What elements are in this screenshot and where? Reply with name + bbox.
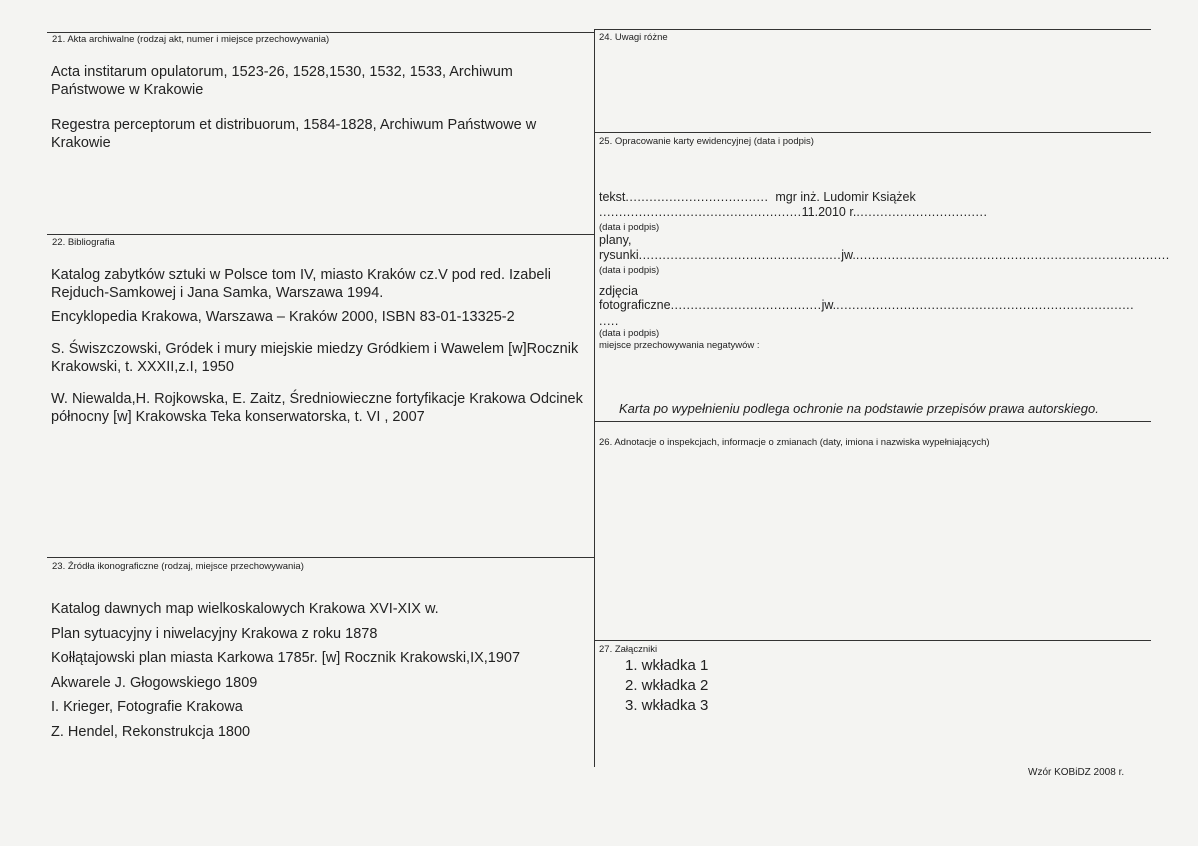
bibliography-entry: Encyklopedia Krakowa, Warszawa – Kraków 2000, ISBN 83-01-13325-2	[51, 309, 515, 325]
divider-26-27	[594, 640, 1151, 641]
archive-entry: Regestra perceptorum et distribuorum, 1584-1828, Archiwum Państwowe w Krakowie	[51, 117, 537, 151]
text-label: tekst	[599, 190, 626, 204]
section-21-content	[51, 63, 581, 152]
dotted-leader: ......................................	[670, 298, 822, 312]
dotted-leader: ...........................................................................	[836, 298, 1135, 312]
dotted-leader: ...................................................	[599, 205, 802, 219]
divider-24-25	[594, 132, 1151, 133]
dotted-leader: .................................	[856, 205, 988, 219]
template-footer: Wzór KOBiDZ 2008 r.	[1028, 767, 1125, 778]
iconography-entry: I. Krieger, Fotografie Krakowa	[51, 699, 243, 716]
section-23-title: 23. Źródła ikonograficzne (rodzaj, miejsce przechowywania)	[52, 561, 304, 572]
attachment-item: 2. wkładka 2	[625, 677, 709, 694]
section-22-content	[51, 266, 589, 426]
photos-label: zdjęcia	[599, 284, 638, 298]
date-signature-hint: (data i podpis)	[599, 222, 660, 233]
plans-label: plany,	[599, 233, 632, 247]
iconography-entry: Akwarele J. Głogowskiego 1809	[51, 674, 258, 691]
attachment-item: 1. wkładka 1	[625, 657, 709, 674]
divider-22-23	[47, 557, 594, 558]
section-25-title: 25. Opracowanie karty ewidencyjnej (data i podpis)	[599, 136, 814, 147]
date-signature-hint: (data i podpis)	[599, 265, 660, 276]
section-24-title: 24. Uwagi różne	[599, 32, 668, 43]
divider-25-26	[594, 421, 1151, 422]
section-22-title: 22. Bibliografia	[52, 237, 115, 248]
attachments-list	[625, 656, 708, 716]
iconography-entry: Katalog dawnych map wielkoskalowych Krakowa XVI-XIX w.	[51, 601, 439, 617]
bibliography-entry: S. Świszczowski, Gródek i mury miejskie miedzy Gródkiem i Wawelem [w]Rocznik Krakowski, t. XXXII,z.I, 1950	[51, 341, 579, 375]
divider-center	[594, 29, 595, 767]
archive-entry: Acta institarum opulatorum, 1523-26, 1528,1530, 1532, 1533, Archiwum Państwowe w Krakowie	[51, 64, 513, 98]
iconography-entry: Z. Hendel, Rekonstrukcja 1800	[51, 723, 251, 740]
dotted-leader: ...............................................................................	[855, 248, 1170, 262]
date-value: 11.2010 r.	[801, 205, 857, 219]
negatives-storage-label: miejsce przechowywania negatywów :	[599, 340, 760, 351]
section-27-title: 27. Załączniki	[599, 644, 658, 655]
dotted-leader: ....................................	[625, 190, 769, 204]
iconography-entry: Plan sytuacyjny i niwelacyjny Krakowa z roku 1878	[51, 625, 378, 642]
iconography-entry: Kołłątajowski plan miasta Karkowa 1785r. [w] Rocznik Krakowski,IX,1907	[51, 650, 521, 667]
drawings-label: rysunki	[599, 248, 639, 262]
bibliography-entry: Katalog zabytków sztuki w Polsce tom IV, miasto Kraków cz.V pod red. Izabeli Rejduch-Samkowej i Jana Samka, Warszawa 1994.	[51, 267, 551, 301]
drawings-line	[599, 248, 1170, 262]
divider-top-left	[47, 32, 594, 33]
bibliography-entry: W. Niewalda,H. Rojkowska, E. Zaitz, Średniowieczne fortyfikacje Krakowa Odcinek północny [w] Krakowska Teka konserwatorska, t. VI , 2007	[51, 391, 583, 425]
same-as-above: jw.	[821, 298, 837, 312]
divider-top-right	[594, 29, 1151, 30]
photographic-label: fotograficzne	[599, 298, 671, 312]
section-23-content	[51, 597, 589, 745]
section-21-title: 21. Akta archiwalne (rodzaj akt, numer i miejsce przechowywania)	[52, 34, 330, 45]
photographic-line	[599, 298, 1134, 312]
dotted-leader: ...................................................	[638, 248, 842, 262]
text-author-line	[599, 190, 916, 204]
section-26-title: 26. Adnotacje o inspekcjach, informacje o zmianach (daty, imiona i nazwiska wypełniających)	[599, 437, 990, 448]
date-signature-hint: (data i podpis)	[599, 328, 660, 339]
author-name: mgr inż. Ludomir Książek	[775, 190, 916, 204]
attachment-item: 3. wkładka 3	[625, 697, 709, 714]
divider-21-22	[47, 234, 594, 235]
same-as-above: jw.	[841, 248, 856, 262]
dotted-leader: .....	[599, 314, 619, 328]
date-line	[599, 205, 987, 219]
copyright-notice: Karta po wypełnieniu podlega ochronie na podstawie przepisów prawa autorskiego.	[619, 401, 1099, 416]
